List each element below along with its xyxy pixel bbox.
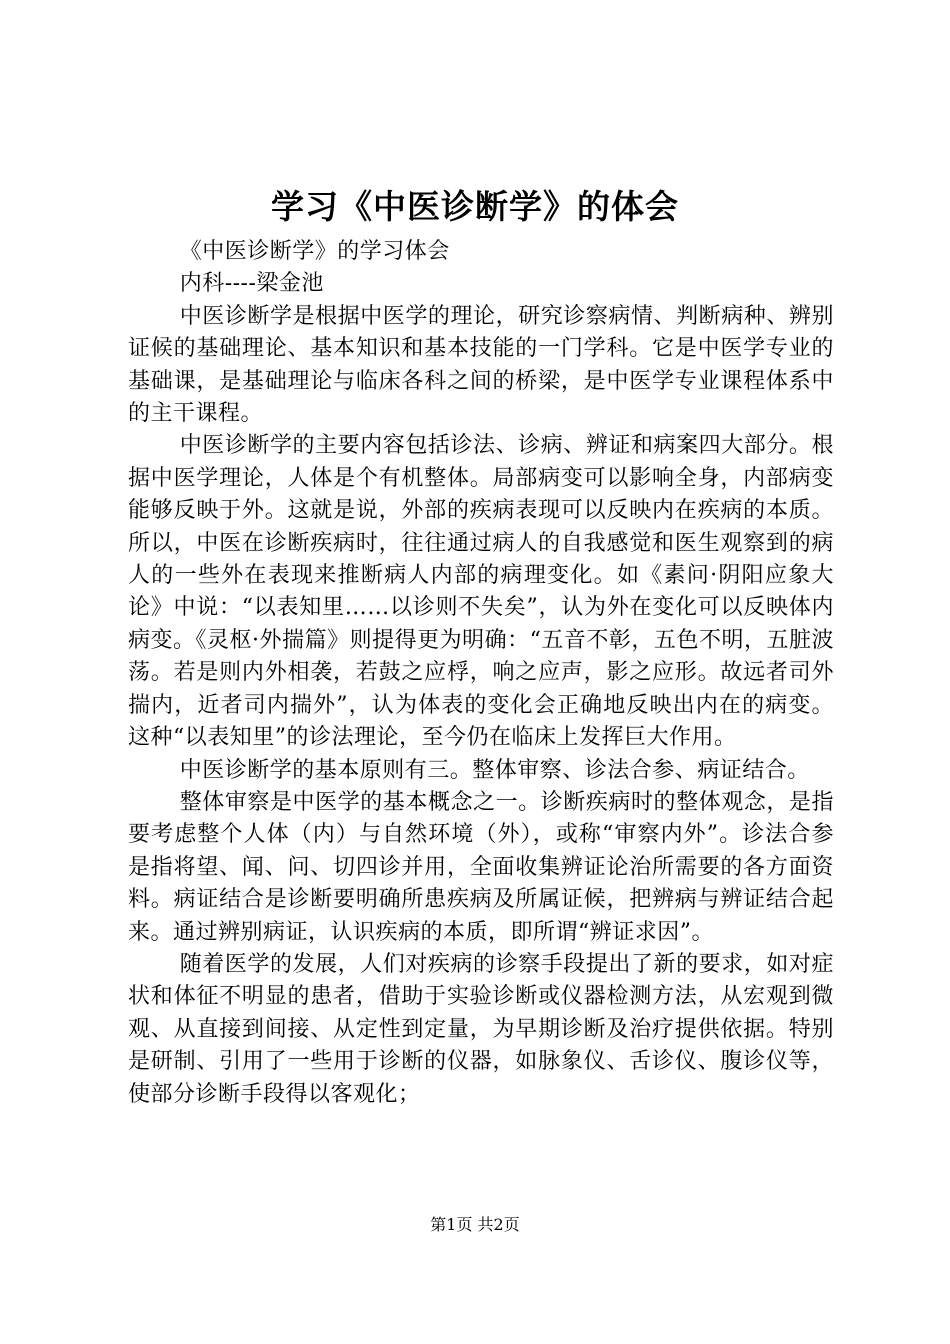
body-paragraph: 随着医学的发展，人们对疾病的诊察手段提出了新的要求，如对症状和体征不明显的患者，借助于实验诊断或仪器检测方法，从宏观到微观、从直接到间接、从定性到定量，为早期诊断及治疗提供依据。特别是研制、引用了一些用于诊断的仪器，如脉象仪、舌诊仪、腹诊仪等，使部分诊断手段得以客观化； <box>128 951 834 1107</box>
document-title: 学习《中医诊断学》的体会 <box>271 187 679 226</box>
document-body <box>128 236 834 1111</box>
body-paragraph: 整体审察是中医学的基本概念之一。诊断疾病时的整体观念，是指要考虑整个人体（内）与自然环境（外），或称“审察内外”。诊法合参是指将望、闻、问、切四诊并用，全面收集辨证论治所需要的各方面资料。病证结合是诊断要明确所患疾病及所属证候，把辨病与辨证结合起来。通过辨别病证，认识疾病的本质，即所谓“辨证求因”。 <box>128 789 834 945</box>
body-paragraph: 中医诊断学是根据中医学的理论，研究诊察病情、判断病种、辨别证候的基础理论、基本知识和基本技能的一门学科。它是中医学专业的基础课，是基础理论与临床各科之间的桥梁，是中医学专业课程体系中的主干课程。 <box>128 303 834 427</box>
body-paragraph: 中医诊断学的基本原则有三。整体审察、诊法合参、病证结合。 <box>179 757 810 783</box>
page-number-footer: 第1页 共2页 <box>430 1215 520 1234</box>
subtitle-paragraph: 《中医诊断学》的学习体会 <box>179 239 450 264</box>
author-paragraph: 内科----梁金池 <box>179 271 324 297</box>
body-paragraph: 中医诊断学的主要内容包括诊法、诊病、辨证和病案四大部分。根据中医学理论，人体是个有机整体。局部病变可以影响全身，内部病变能够反映于外。这就是说，外部的疾病表现可以反映内在疾病的本质。所以，中医在诊断疾病时，往往通过病人的自我感觉和医生观察到的病人的一些外在表现来推断病人内部的病理变化。如《素问·阴阳应象大论》中说：“以表知里……以诊则不失矣”，认为外在变化可以反映体内病变。《灵枢·外揣篇》则提得更为明确：“五音不彰，五色不明，五脏波荡。若是则内外相袭，若鼓之应桴，响之应声，影之应形。故远者司外揣内，近者司内揣外”，认为体表的变化会正确地反映出内在的病变。这种“以表知里”的诊法理论，至今仍在临床上发挥巨大作用。 <box>128 433 834 751</box>
